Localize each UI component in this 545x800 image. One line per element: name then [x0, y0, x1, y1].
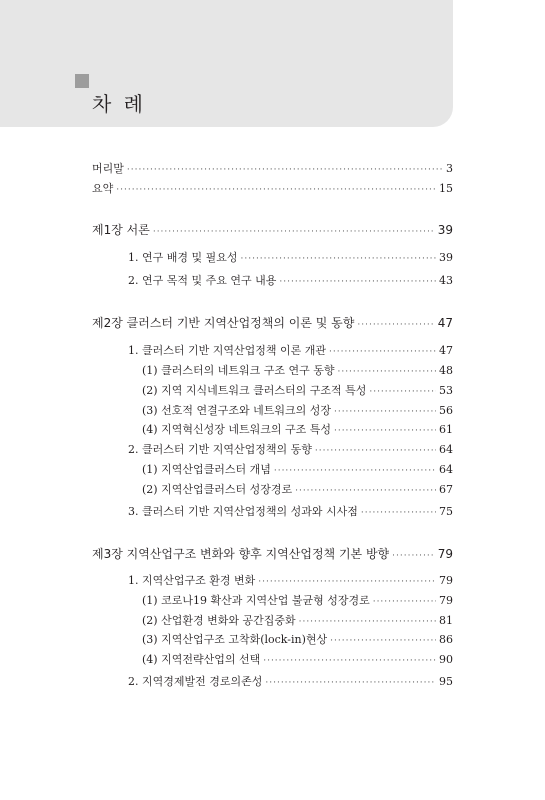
- toc-entry-title: (1) 지역산업클러스터 개념: [142, 463, 271, 476]
- toc-entry-page: 79: [439, 574, 453, 587]
- toc-entry-page: 64: [439, 463, 453, 476]
- toc-entry-title: (2) 지역산업클러스터 성장경로: [142, 483, 293, 496]
- toc-entry-title: 제3장 지역산업구조 변화와 향후 지역산업정책 기본 방향: [92, 547, 390, 561]
- toc-entry-title: 2. 지역경제발전 경로의존성: [128, 675, 263, 688]
- toc-leader: [295, 486, 436, 498]
- toc-entry-page: 39: [437, 223, 453, 237]
- toc-entry-preface[interactable]: [92, 160, 453, 177]
- toc-entry[interactable]: [128, 342, 453, 359]
- toc-leader: [329, 347, 436, 359]
- toc-entry[interactable]: [142, 362, 453, 379]
- toc-entry[interactable]: [142, 651, 453, 668]
- toc-entry-page: 95: [439, 675, 453, 688]
- toc-entry-title: (1) 코로나19 확산과 지역산업 불균형 성장경로: [142, 594, 370, 607]
- toc-entry-page: 53: [439, 384, 453, 397]
- toc-entry[interactable]: [142, 631, 453, 648]
- toc-entry-page: 47: [439, 344, 453, 357]
- toc-chapter-3[interactable]: [92, 545, 453, 563]
- toc-entry-title: 제2장 클러스터 기반 지역산업정책의 이론 및 동향: [92, 316, 355, 330]
- toc-leader: [263, 656, 436, 668]
- toc-entry-title: (1) 클러스터의 네트워크 구조 연구 동향: [142, 364, 335, 377]
- toc-leader: [299, 617, 436, 629]
- toc-leader: [274, 466, 436, 478]
- toc-leader: [361, 508, 436, 520]
- toc-entry[interactable]: [142, 402, 453, 419]
- toc-entry-page: 79: [439, 594, 453, 607]
- toc-entry-title: 제1장 서론: [92, 223, 150, 237]
- toc-leader: [373, 597, 436, 609]
- toc-leader: [265, 678, 436, 690]
- toc-entry[interactable]: [142, 481, 453, 498]
- toc-entry-page: 15: [439, 182, 453, 195]
- toc-entry-title: 1. 지역산업구조 환경 변화: [128, 574, 256, 587]
- toc-entry-title: (4) 지역전략산업의 선택: [142, 653, 261, 666]
- toc-entry-title: 1. 연구 배경 및 필요성: [128, 251, 238, 264]
- toc-leader: [369, 387, 436, 399]
- toc-entry-title: (4) 지역혁신성장 네트워크의 구조 특성: [142, 423, 331, 436]
- toc-entry[interactable]: [128, 272, 453, 289]
- toc-leader: [337, 367, 436, 379]
- toc-leader: [116, 185, 436, 197]
- toc-entry-page: 67: [439, 483, 453, 496]
- toc-leader: [330, 636, 436, 648]
- toc-entry-title: (2) 지역 지식네트워크 클러스터의 구조적 특성: [142, 384, 367, 397]
- toc-entry-page: 75: [439, 505, 453, 518]
- toc-leader: [279, 277, 436, 289]
- toc-entry-page: 86: [439, 633, 453, 646]
- page-title: 차 례: [92, 92, 146, 116]
- toc-entry-page: 90: [439, 653, 453, 666]
- toc-leader: [241, 254, 437, 266]
- toc-entry-page: 56: [439, 404, 453, 417]
- toc-entry-page: 3: [446, 162, 453, 175]
- toc-entry[interactable]: [128, 249, 453, 266]
- toc-leader: [127, 165, 443, 177]
- toc-leader: [153, 227, 435, 239]
- toc-entry[interactable]: [142, 612, 453, 629]
- toc-entry-page: 64: [439, 443, 453, 456]
- toc-leader: [315, 446, 436, 458]
- toc-entry-title: 요약: [92, 182, 114, 195]
- toc-entry-summary[interactable]: [92, 180, 453, 197]
- toc-leader: [334, 407, 436, 419]
- toc-leader: [357, 320, 434, 332]
- toc-entry-title: (2) 산업환경 변화와 공간집중화: [142, 614, 296, 627]
- toc-leader: [258, 577, 436, 589]
- toc-entry-title: 머리말: [92, 162, 124, 175]
- toc-entry[interactable]: [128, 503, 453, 520]
- toc-entry[interactable]: [142, 592, 453, 609]
- toc-entry[interactable]: [128, 441, 453, 458]
- toc-entry[interactable]: [142, 382, 453, 399]
- toc-entry[interactable]: [142, 461, 453, 478]
- toc-entry-page: 81: [439, 614, 453, 627]
- toc-entry-title: 2. 연구 목적 및 주요 연구 내용: [128, 274, 277, 287]
- toc-leader: [334, 426, 436, 438]
- toc-entry-title: 3. 클러스터 기반 지역산업정책의 성과와 시사점: [128, 505, 358, 518]
- toc-entry-page: 61: [439, 423, 453, 436]
- toc-entry[interactable]: [142, 421, 453, 438]
- toc-chapter-2[interactable]: [92, 314, 453, 332]
- toc-entry-page: 39: [439, 251, 453, 264]
- toc-entry-page: 48: [439, 364, 453, 377]
- toc-entry-title: (3) 지역산업구조 고착화(lock-in)현상: [142, 633, 328, 646]
- toc-entry-title: (3) 선호적 연결구조와 네트워크의 성장: [142, 404, 331, 417]
- toc-leader: [392, 551, 435, 563]
- toc-entry[interactable]: [128, 673, 453, 690]
- toc-chapter-1[interactable]: [92, 221, 453, 239]
- toc-entry-page: 79: [437, 547, 453, 561]
- toc-entry-page: 47: [437, 316, 453, 330]
- toc-entry-page: 43: [439, 274, 453, 287]
- toc-entry[interactable]: [128, 572, 453, 589]
- toc-entry-title: 1. 클러스터 기반 지역산업정책 이론 개관: [128, 344, 326, 357]
- toc-entry-title: 2. 클러스터 기반 지역산업정책의 동향: [128, 443, 312, 456]
